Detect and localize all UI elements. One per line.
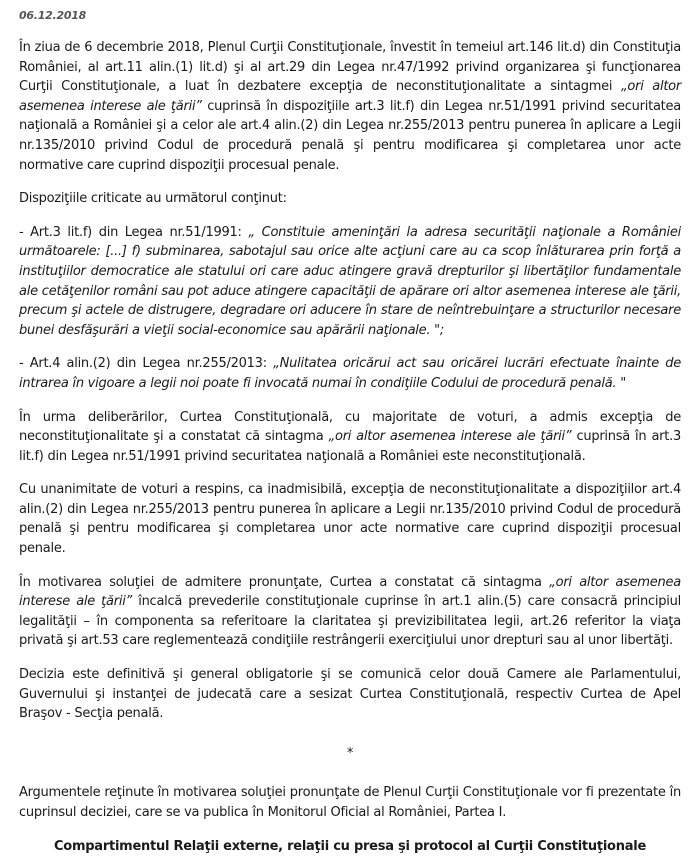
decision-text: În urma deliberărilor, Curtea Constituţională, cu majoritate de voturi, a admis excepţia de neconstituţionalitate şi a constatat că sintagma (19, 409, 681, 445)
motivation-quote: „ori altor asemenea interese ale ţării” (19, 574, 681, 610)
art4-lead: - Art.4 alin.(2) din Legea nr.255/2013: (19, 356, 267, 372)
footer-department: Compartimentul Relaţii externe, relaţii cu presa şi protocol al Curţii Constituţionale (53, 838, 647, 854)
art3-lead: - Art.3 lit.f) din Legea nr.51/1991: (19, 224, 242, 240)
paragraph-criticized: Dispoziţiile criticate au următorul conţinut: (19, 191, 287, 207)
motivation-text-end: încalcă prevederile constituţionale cuprinse în art.1 alin.(5) care consacră principiul legalităţii – în componenta sa referitoare la claritatea şi previzibilitatea legii, art.26 referitor la viaţa privată şi art.53 care reglementează condiţiile restrângerii exerciţiului unor drepturi sau al unor libertăţi. (19, 594, 681, 649)
paragraph-art4 (19, 354, 681, 393)
paragraph-final: Decizia este definitivă şi general obligatorie şi se comunică celor două Camere ale Parlamentului, Guvernului şi instanţei de judecată care a sesizat Curtea Constituţională, respectiv Curtea de Apel Braşov - Secţia penală. (19, 667, 681, 722)
intro-text-end: cuprinsă în dispoziţiile art.3 lit.f) din Legea nr.51/1991 privind securitatea naţională a României şi a celor ale art.4 alin.(2) din Legea nr.255/2013 pentru punerea în aplicare a Legii nr.135/2010 privind Codul de procedură penală şi pentru modificarea şi completarea unor acte normative care cuprind dispoziţii procesual penale. (19, 98, 681, 173)
paragraph-art3 (19, 223, 681, 341)
art4-quote: „Nulitatea oricărui act sau oricărei lucrări efectuate înainte de intrarea în vigoare a legii noi poate fi invocată numai în condiţiile Codului de procedură penală. " (19, 356, 681, 391)
decision-quote: „ori altor asemenea interese ale ţării” (328, 429, 572, 445)
separator-star: * (346, 745, 354, 761)
paragraph-publication: Argumentele reţinute în motivarea soluţiei pronunţate de Plenul Curţii Constituţionale vor fi prezentate în cuprinsul deciziei, care se va publica în Monitorul Oficial al României, Partea I. (19, 785, 681, 820)
paragraph-intro (19, 38, 681, 175)
motivation-text: În motivarea soluţiei de admitere pronunţate, Curtea a constatat că sintagma (19, 574, 542, 590)
paragraph-rejection: Cu unanimitate de voturi a respins, ca inadmisibilă, excepţia de neconstituţionalitate a dispoziţiilor art.4 alin.(2) din Legea nr.255/2013 pentru punerea în aplicare a Legii nr.135/2010 privind Codul de procedură penală şi pentru modificarea şi completarea unor acte normative care cuprind dispoziţii procesual penale. (19, 482, 681, 557)
release-date: 06.12.2018 (19, 9, 87, 22)
art3-quote: „ Constituie ameninţări la adresa securităţii naţionale a României următoarele: [...] f) subminarea, sabotajul sau orice alte acţiuni care au ca scop înlăturarea prin forţă a instituţiilor democratice ale statului ori care aduc atingere gravă drepturilor şi libertăţilor fundamentale ale cetăţenilor români sau pot aduce atingere capacităţii de apărare ori altor asemenea interese ale ţării, precum şi actele de distrugere, degradare ori aducere în stare de neîntrebuinţare a structurilor necesare bunei desfăşurări a vieţii social-economice sau apărării naţionale. "; (19, 224, 681, 338)
paragraph-decision (19, 408, 681, 467)
intro-text: În ziua de 6 decembrie 2018, Plenul Curţii Constituţionale, învestit în temeiul art.146 lit.d) din Constituţia României, al art.11 alin.(1) lit.d) şi al art.29 din Legea nr.47/1992 privind organizarea şi funcţionarea Curţii Constituţionale, a luat în dezbatere excepţia de neconstituţionalitate a sintagmei (19, 40, 681, 95)
paragraph-motivation (19, 573, 681, 651)
decision-text-end: cuprinsă în art.3 lit.f) din Legea nr.51/1991 privind securitatea naţională a României este neconstituţională. (19, 429, 682, 464)
intro-quote: „ori altor asemenea interese ale ţării” (19, 79, 681, 114)
